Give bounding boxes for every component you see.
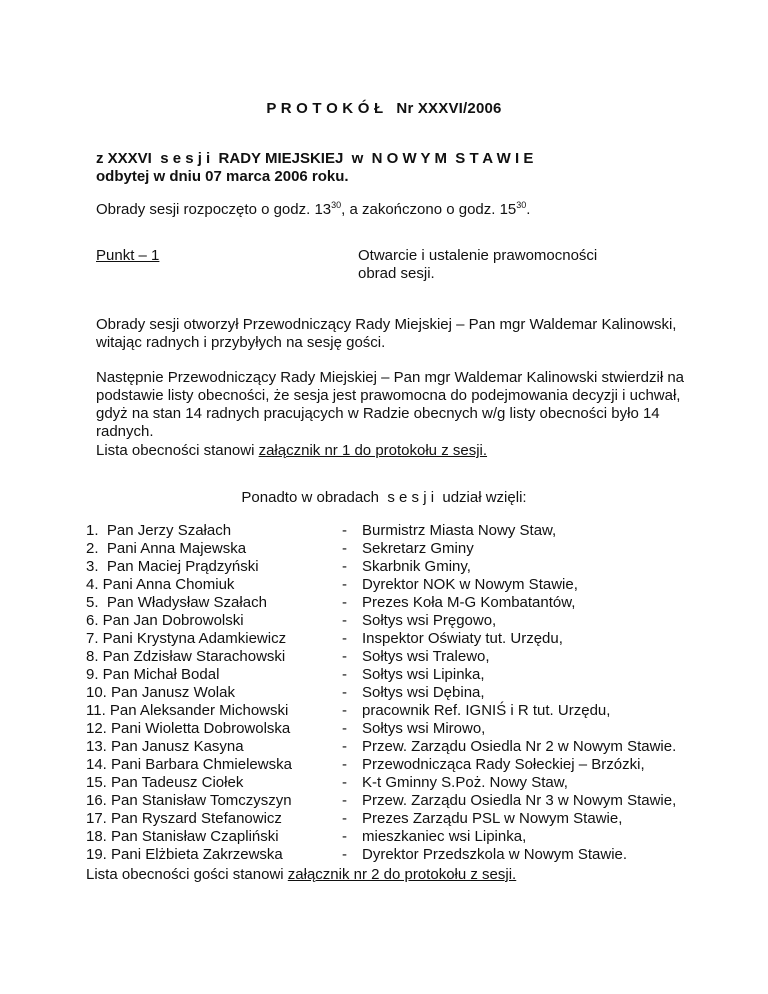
participant-name: 16. Pan Stanisław Tomczyszyn xyxy=(86,792,292,809)
participant-name: 15. Pan Tadeusz Ciołek xyxy=(86,774,244,791)
opening-paragraph: Obrady sesji otworzył Przewodniczący Rady Miejskiej – Pan mgr Waldemar Kalinowski, witając radnych i przybyłych na sesję gości. xyxy=(96,316,677,351)
quorum-paragraph: Następnie Przewodniczący Rady Miejskiej – Pan mgr Waldemar Kalinowski stwierdził na podstawie listy obecności, że sesja jest prawomocna do podejmowania decyzji i uchwał, gdyż na stan 14 radnych pracujących w Radzie obecnych w/g listy obecności było 14 radnych. xyxy=(96,369,685,440)
participant-dash: - xyxy=(342,738,347,755)
participant-role: Przewodnicząca Rady Sołeckiej – Brzózki, xyxy=(362,756,645,773)
timeline-prefix: Obrady sesji rozpoczęto o godz. 13 xyxy=(96,201,332,218)
participant-name: 18. Pan Stanisław Czapliński xyxy=(86,828,279,845)
participant-name: 13. Pan Janusz Kasyna xyxy=(86,738,244,755)
guests-prefix: Lista obecności gości stanowi xyxy=(86,866,288,883)
session-header xyxy=(96,150,656,186)
participant-name: 10. Pan Janusz Wolak xyxy=(86,684,235,701)
participant-role: Sołtys wsi Lipinka, xyxy=(362,666,485,683)
participant-dash: - xyxy=(342,540,347,557)
participant-name: 11. Pan Aleksander Michowski xyxy=(86,702,289,719)
participant-role: Inspektor Oświaty tut. Urzędu, xyxy=(362,630,563,647)
participant-dash: - xyxy=(342,810,347,827)
session-times xyxy=(96,201,530,218)
participant-name: 5. Pan Władysław Szałach xyxy=(86,594,267,611)
guests-attachment-link: załącznik nr 2 do protokołu z sesji. xyxy=(287,866,517,883)
punkt-desc-line1: Otwarcie i ustalenie prawomocności xyxy=(358,247,598,264)
participant-name: 1. Pan Jerzy Szałach xyxy=(86,522,232,539)
participant-name: 19. Pani Elżbieta Zakrzewska xyxy=(86,846,283,863)
participant-name: 4. Pani Anna Chomiuk xyxy=(86,576,235,593)
participant-name: 3. Pan Maciej Prądzyński xyxy=(86,558,259,575)
participant-role: Sołtys wsi Pręgowo, xyxy=(362,612,497,629)
participant-dash: - xyxy=(342,774,347,791)
participant-dash: - xyxy=(342,666,347,683)
end-minutes: 30 xyxy=(516,200,527,210)
participant-role: Dyrektor Przedszkola w Nowym Stawie. xyxy=(362,846,628,863)
attendance-prefix: Lista obecności stanowi xyxy=(96,442,259,459)
participant-name: 14. Pani Barbara Chmielewska xyxy=(86,756,292,773)
participant-role: mieszkaniec wsi Lipinka, xyxy=(362,828,527,845)
participant-name: 17. Pan Ryszard Stefanowicz xyxy=(86,810,282,827)
participant-role: Skarbnik Gminy, xyxy=(362,558,471,575)
participant-dash: - xyxy=(342,756,347,773)
participant-role: K-t Gminny S.Poż. Nowy Staw, xyxy=(362,774,568,791)
participant-dash: - xyxy=(342,792,347,809)
attendance-attachment-link: załącznik nr 1 do protokołu z sesji. xyxy=(258,442,488,459)
participant-dash: - xyxy=(342,828,347,845)
participant-role: Sołtys wsi Dębina, xyxy=(362,684,485,701)
participants-heading: Ponadto w obradach s e s j i udział wzięli: xyxy=(241,489,527,506)
participant-dash: - xyxy=(342,702,347,719)
participant-role: Przew. Zarządu Osiedla Nr 3 w Nowym Stawie, xyxy=(362,792,677,809)
attendance-paragraph xyxy=(96,442,696,460)
participant-name: 12. Pani Wioletta Dobrowolska xyxy=(86,720,291,737)
session-name: z XXXVI s e s j i RADY MIEJSKIEJ w N O W Y M S T A W I E xyxy=(96,150,534,167)
participant-dash: - xyxy=(342,594,347,611)
participant-role: Przew. Zarządu Osiedla Nr 2 w Nowym Stawie. xyxy=(362,738,677,755)
participant-dash: - xyxy=(342,522,347,539)
participant-name: 7. Pani Krystyna Adamkiewicz xyxy=(86,630,287,647)
timeline-middle: , a zakończono o godz. 15 xyxy=(341,201,517,218)
participant-dash: - xyxy=(342,576,347,593)
participant-role: Dyrektor NOK w Nowym Stawie, xyxy=(362,576,578,593)
participant-role: Sołtys wsi Mirowo, xyxy=(362,720,486,737)
participant-role: Prezes Zarządu PSL w Nowym Stawie, xyxy=(362,810,623,827)
participant-dash: - xyxy=(342,648,347,665)
participant-dash: - xyxy=(342,720,347,737)
participant-name: 6. Pan Jan Dobrowolski xyxy=(86,612,244,629)
participant-role: Burmistrz Miasta Nowy Staw, xyxy=(362,522,557,539)
punkt-description xyxy=(358,247,678,283)
participant-dash: - xyxy=(342,846,347,863)
participant-name: 2. Pani Anna Majewska xyxy=(86,540,247,557)
participant-role: Sekretarz Gminy xyxy=(362,540,474,557)
participant-dash: - xyxy=(342,630,347,647)
session-date: odbytej w dniu 07 marca 2006 roku. xyxy=(96,168,349,185)
punkt-label: Punkt – 1 xyxy=(96,247,160,264)
protocol-title: P R O T O K Ó Ł Nr XXXVI/2006 xyxy=(266,100,502,117)
participant-role: Sołtys wsi Tralewo, xyxy=(362,648,490,665)
participant-role: Prezes Koła M-G Kombatantów, xyxy=(362,594,576,611)
start-minutes: 30 xyxy=(331,200,342,210)
participant-name: 8. Pan Zdzisław Starachowski xyxy=(86,648,286,665)
participant-name: 9. Pan Michał Bodal xyxy=(86,666,220,683)
guests-paragraph xyxy=(86,866,516,883)
participant-dash: - xyxy=(342,558,347,575)
timeline-suffix: . xyxy=(526,201,531,218)
participant-dash: - xyxy=(342,612,347,629)
punkt-desc-line2: obrad sesji. xyxy=(358,265,435,282)
participant-role: pracownik Ref. IGNIŚ i R tut. Urzędu, xyxy=(362,702,611,719)
participant-dash: - xyxy=(342,684,347,701)
